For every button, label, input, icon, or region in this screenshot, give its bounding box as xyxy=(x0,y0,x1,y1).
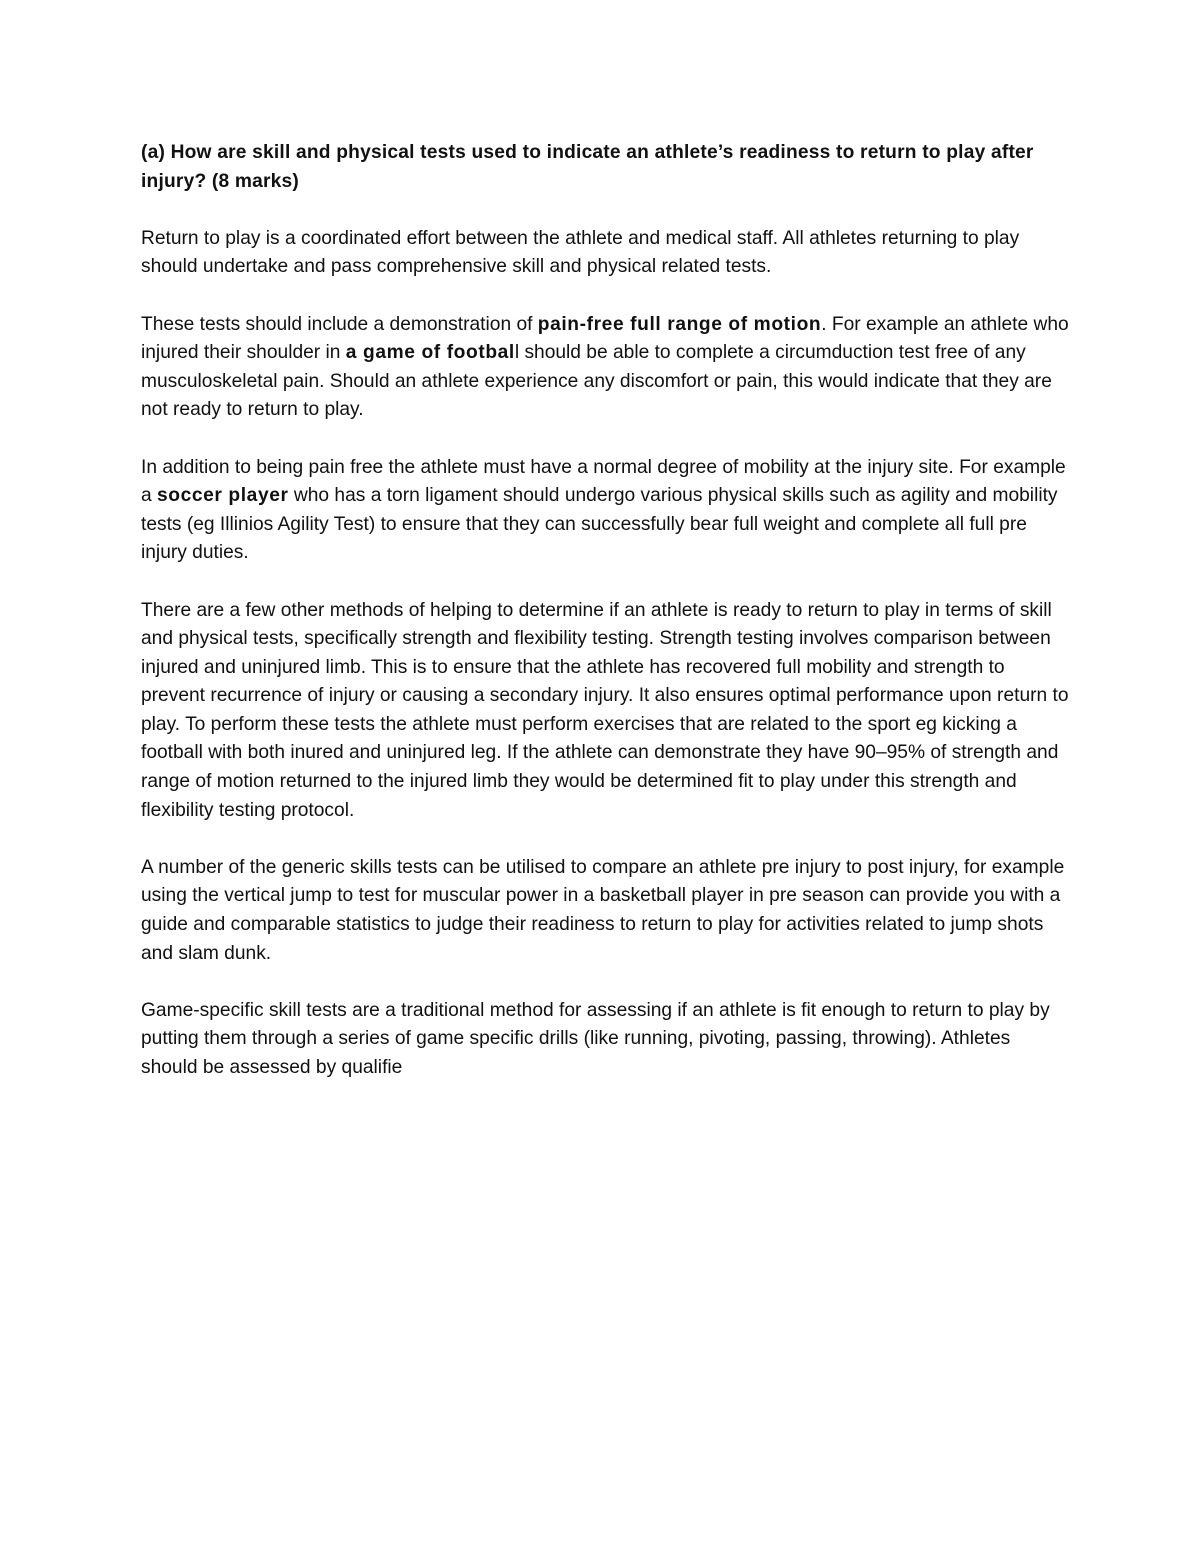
paragraph-text: l should be able to complete a circumduction test free of any musculoskeletal pain. Should an athlete experience any discomfort or pain, this would indicate that they are not ready to return to play. xyxy=(141,342,1052,421)
paragraph-game-specific: Game-specific skill tests are a traditional method for assessing if an athlete is fit enough to return to play by putting them through a series of game specific drills (like running, pivoting, passing, throwing). Athletes should be assessed by qualifie xyxy=(141,999,1050,1078)
paragraph-text: who has a torn ligament should undergo various physical skills such as agility and mobility tests (eg Illinios Agility Test) to ensure that they can successfully bear full weight and complete all full pre injury duties. xyxy=(141,485,1058,564)
paragraph-text: These tests should include a demonstration of xyxy=(141,313,538,335)
bold-term: pain-free full range of motion xyxy=(537,313,822,335)
paragraph-generic-skills: A number of the generic skills tests can be utilised to compare an athlete pre injury to post injury, for example using the vertical jump to test for muscular power in a basketball player in pre season can provide you with a guide and comparable statistics to judge their readiness to return to play for activities related to jump shots and slam dunk. xyxy=(141,856,1065,964)
paragraph-strength-testing: There are a few other methods of helping to determine if an athlete is ready to return to play in terms of skill and physical tests, specifically strength and flexibility testing. Strength testing involves comparison between injured and uninjured limb. This is to ensure that the athlete has recovered full mobility and strength to prevent recurrence of injury or causing a secondary injury. It also ensures optimal performance upon return to play. To perform these tests the athlete must perform exercises that are related to the sport eg kicking a football with both inured and uninjured leg. If the athlete can demonstrate they have 90–95% of strength and range of motion returned to the injured limb they would be determined fit to play under this strength and flexibility testing protocol. xyxy=(141,599,1069,821)
paragraph-return-to-play: Return to play is a coordinated effort between the athlete and medical staff. All athletes returning to play should undertake and pass comprehensive skill and physical related tests. xyxy=(141,227,1020,278)
paragraph-text: . For example an athlete who injured their shoulder in xyxy=(141,313,1069,364)
bold-term: soccer player xyxy=(157,485,289,507)
paragraph-pain-free xyxy=(141,311,1071,425)
question-heading: (a) How are skill and physical tests used to indicate an athlete’s readiness to return to play after injury? (8 marks) xyxy=(141,142,1034,192)
document-page xyxy=(141,139,1071,1111)
bold-term: a game of footbal xyxy=(345,342,515,364)
paragraph-mobility xyxy=(141,454,1071,568)
paragraph-text: In addition to being pain free the athlete must have a normal degree of mobility at the injury site. For example a xyxy=(141,456,1066,507)
